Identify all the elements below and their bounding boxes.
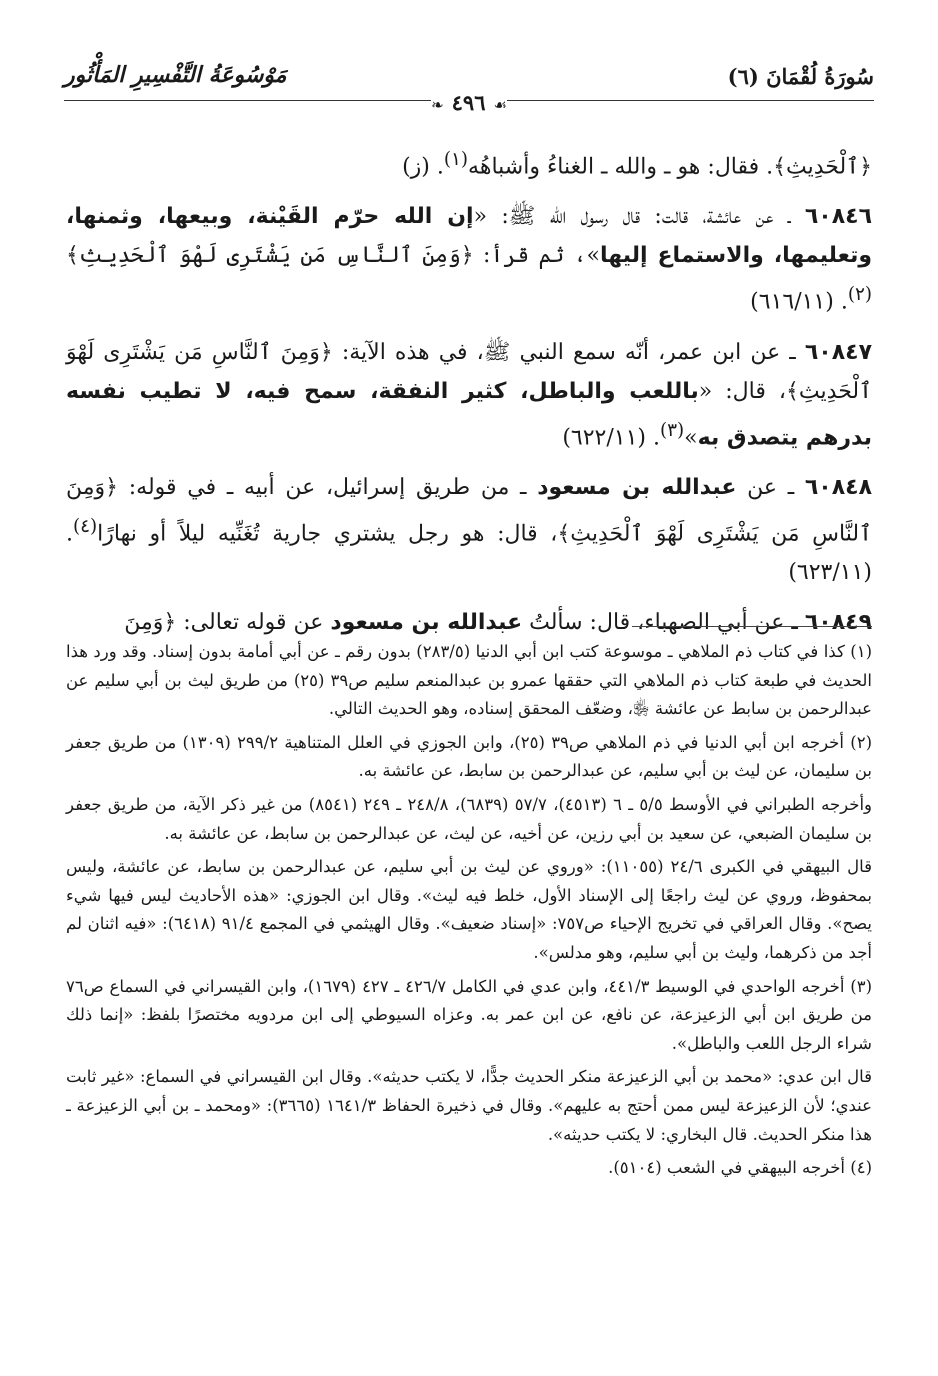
surah-title: سُورَةُ لُقْمَانَ (٦) (727, 64, 874, 89)
text: ـ من طريق إسرائيل، عن أبيه ـ في قوله: (118, 474, 538, 500)
text: ، قال: « (698, 378, 787, 404)
hadith-text-bold: إن الله حرّم القَيْنة، وبيعها، وثمنها، وتعليمها، والاستماع إليها (66, 204, 873, 269)
hadith-text-bold: باللعب والباطل، كثير النفقة، سمح فيه، لا تطيب نفسه بدرهم يتصدق به (66, 378, 872, 450)
hadith-number: ٦٠٨٤٩ (804, 610, 872, 636)
text: » (684, 424, 698, 450)
hadith-60849 (66, 603, 872, 642)
narrator-name: عبدالله بن مسعود (537, 474, 737, 500)
book-title: مَوْسُوعَةُ التَّفْسِيرِ المَأْثُور (64, 62, 287, 88)
text: . (ز) (402, 154, 444, 180)
text: ـ عن ابن عمر، أنّه سمع النبي ﷺ، في هذه الآية: (332, 339, 805, 365)
ornament-left-icon: ❧ (431, 96, 444, 114)
ornament-right-icon: ☙ (493, 96, 507, 114)
hadith-60847 (66, 333, 872, 457)
footnote-ref: (٣) (660, 419, 685, 441)
text: ـ عن (736, 474, 805, 500)
hadith-60846 (66, 197, 872, 321)
cross-reference: . (٦٢٣/١١) (66, 521, 872, 586)
text: ـ عن أبي الصهباء، قال: سألتُ (522, 610, 805, 636)
hadith-number: ٦٠٨٤٨ (804, 474, 872, 500)
footnote-3-cont: قال ابن عدي: «محمد بن أبي الزعيزعة منكر الحديث جدًّا، لا يكتب حديثه». وقال ابن القيسراني في السماع: «غير ثابت عندي؛ لأن الزعيزعة ليس ممن أحتج به عليهم». وقال في ذخيرة الحفاظ ١٦٤١/٣ (٣٦٦٥): «ومحمد ـ بن أبي الزعيزعة ـ هذا منكر الحديث. قال البخاري: لا يكتب حديثه». (66, 1067, 872, 1144)
page-number: ٤٩٦ (444, 90, 494, 115)
footnote-2-cont: قال البيهقي في الكبرى ٢٤/٦ (١١٠٥٥): «وروي عن ليث بن أبي سليم، عن عبدالرحمن بن سابط، عن عائشة، وليس بمحفوظ، وروي عن ليث راجعًا إلى الإسناد الأول، خلط فيه ليث». وقال ابن الجوزي: «هذه الأحاديث ليس فيها شيء يصح». وقال العراقي في تخريج الإحياء ص٧٥٧: «إسناد ضعيف». وقال الهيثمي في المجمع ٩١/٤ (٦٤١٨): «فيه اثنان لم أجد من ذكرهما، وليث بن أبي سليم، وهو مدلس». (66, 857, 872, 962)
quran-quote: ﴿ٱلْحَدِيثِ﴾ (773, 154, 872, 180)
text: ، قال: هو رجل يشتري جارية تُغَنِّيه ليلاً أو نهارًا (97, 521, 558, 547)
footnote-ref: (١) (443, 149, 469, 170)
quran-quote: ﴿وَمِنَ (124, 610, 177, 636)
footnote-separator (632, 626, 872, 627)
text: عن قوله تعالى: (176, 610, 331, 636)
footnote-3: (٣) أخرجه الواحدي في الوسيط ٤٤١/٣، وابن عدي في الكامل ٤٢٦/٧ ـ ٤٢٧ (١٦٧٩)، وابن القيسراني في السماع ص٧٦ من طريق ابن أبي الزعيزعة، عن نافع، عن ابن عمر به. وعزاه السيوطي إلى ابن مردويه مختصرًا بلفظ: «إنما ذلك شراء الرجل اللعب والباطل». (66, 976, 873, 1053)
hadith-number: ٦٠٨٤٦ (804, 204, 872, 230)
page-number-block (0, 90, 938, 115)
hadith-60848 (66, 468, 872, 592)
main-text (66, 140, 872, 653)
footnote-1: (١) كذا في كتاب ذم الملاهي ـ موسوعة كتب ابن أبي الدنيا (٢٨٣/٥) بدون رقم ـ عن أبي أمامة بدون إسناد. وقد ورد هذا الحديث في طبعة كتاب ذم الملاهي التي حققها عمرو بن عبدالمنعم سليم ص٣٩ (٢٥) من طريق ليث بن أبي سليم عن عبدالرحمن بن سابط عن عائشة ﵂، وضعّف المحقق إسناده، وهو الحديث التالي. (66, 642, 873, 719)
text: ـ عن عائشة، قالت: قال رسول الله ﷺ: « (473, 204, 805, 230)
footnote-ref: (٢) (847, 284, 872, 306)
cross-reference: . (٦١٦/١١) (750, 289, 848, 315)
quran-quote: ﴿وَمِنَ ٱلنَّاسِ مَن يَشْتَرِى لَهْوَ ٱلْحَدِيثِ﴾ (66, 339, 872, 404)
narrator-name: عبدالله بن مسعود (330, 610, 523, 636)
text: »، ثم قرأ: (473, 243, 600, 269)
hadith-number: ٦٠٨٤٧ (804, 339, 872, 365)
footnote-2: (٢) أخرجه ابن أبي الدنيا في ذم الملاهي ص٣٩ (٢٥)، وابن الجوزي في العلل المتناهية ٢٩٩/٢ (١٣٠٩) من طريق جعفر بن سليمان، عن ليث بن أبي سليم، عن عبدالرحمن بن سابط، عن عائشة به. (66, 732, 872, 781)
paragraph-continuation (66, 140, 872, 186)
footnote-4: (٤) أخرجه البيهقي في الشعب (٥١٠٤). (608, 1158, 872, 1178)
text: . فقال: هو ـ والله ـ الغناءُ وأشباهُه (468, 154, 774, 180)
footnotes (66, 638, 872, 1188)
footnote-ref: (٤) (73, 515, 98, 537)
quran-quote: ﴿وَمِنَ ٱلنَّاسِ مَن يَشْتَرِى لَهْوَ ٱلْحَدِيثِ﴾ (66, 243, 474, 269)
cross-reference: . (٦٢٢/١١) (562, 424, 660, 450)
footnote-2-cont: وأخرجه الطبراني في الأوسط ٥/٥ ـ ٦ (٤٥١٣)، ٥٧/٧ (٦٨٣٩)، ٢٤٨/٨ ـ ٢٤٩ (٨٥٤١) من غير ذكر الآية، من طريق جعفر بن سليمان الضبعي، عن سعيد بن أبي رزين، عن أخيه، عن ليث، عن عبدالرحمن بن سابط، عن عائشة به. (66, 794, 873, 843)
quran-quote: ﴿وَمِنَ ٱلنَّاسِ مَن يَشْتَرِى لَهْوَ ٱلْحَدِيثِ﴾ (66, 474, 872, 547)
